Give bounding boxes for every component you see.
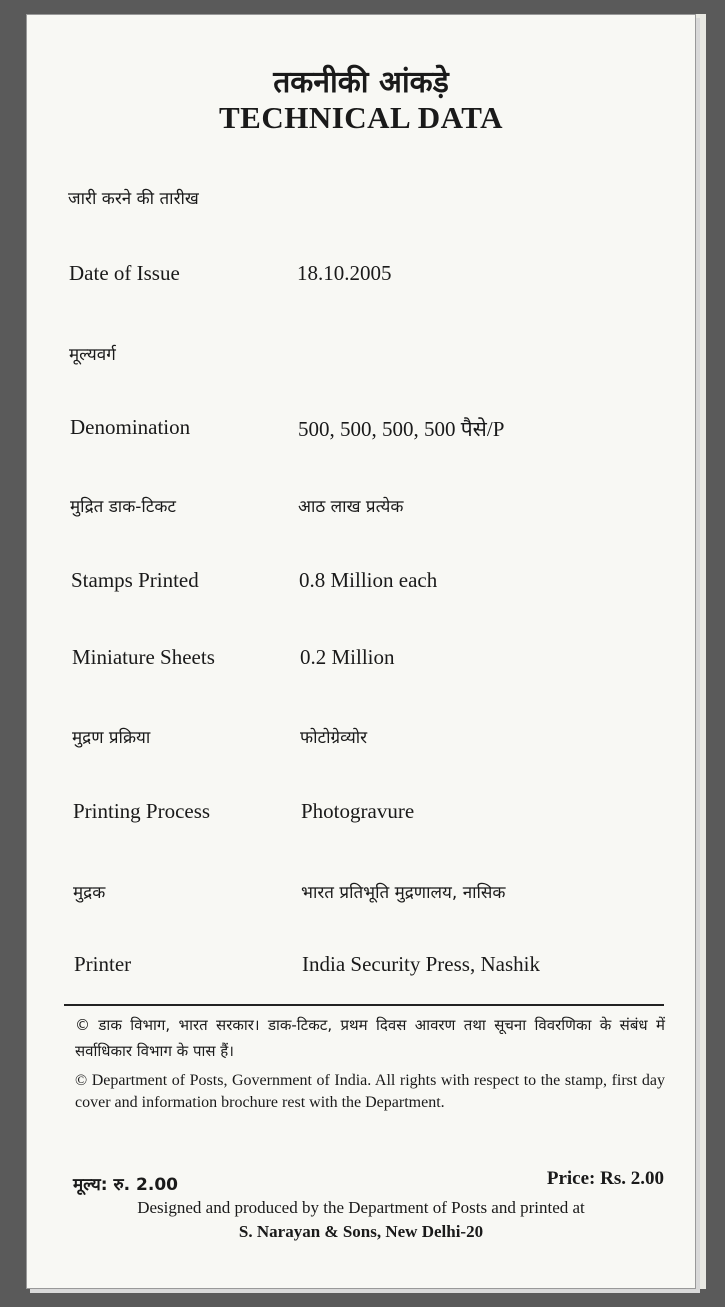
title-hindi: तकनीकी आंकड़े	[273, 65, 449, 100]
row-label: Printing Process	[73, 799, 211, 823]
row-label: मूल्यवर्ग	[69, 345, 116, 365]
row-value: 500, 500, 500, 500 पैसे/P	[298, 417, 505, 441]
row-value: 0.8 Million each	[299, 568, 438, 592]
row-label: Miniature Sheets	[72, 645, 215, 669]
row-value: India Security Press, Nashik	[302, 952, 540, 976]
row-value: 18.10.2005	[297, 261, 392, 285]
price-english: Price: Rs. 2.00	[546, 1168, 664, 1189]
paper-edge	[696, 14, 706, 1289]
row-label: Date of Issue	[69, 261, 180, 285]
price-hindi: मूल्य: रु. 2.00	[73, 1175, 178, 1195]
credit-line: Designed and produced by the Department of Posts and printed at	[137, 1198, 585, 1217]
row-label: Denomination	[70, 415, 191, 439]
title-english: TECHNICAL DATA	[218, 100, 504, 135]
row-value: भारत प्रतिभूति मुद्रणालय, नासिक	[301, 883, 506, 903]
row-label: मुद्रक	[73, 883, 106, 903]
brochure-page	[26, 14, 696, 1289]
printer-credit: S. Narayan & Sons, New Delhi-20	[238, 1222, 484, 1241]
row-value: फोटोग्रेव्योर	[300, 728, 368, 748]
row-label: मुद्रित डाक-टिकट	[70, 497, 176, 517]
copyright-english: © Department of Posts, Government of India. All rights with respect to the stamp, first day cover and information brochure rest with the Department.	[75, 1072, 665, 1111]
row-value: आठ लाख प्रत्येक	[298, 497, 404, 517]
divider	[64, 1004, 664, 1006]
row-label: मुद्रण प्रक्रिया	[72, 728, 151, 748]
row-value: 0.2 Million	[300, 645, 395, 669]
copyright-hindi: © डाक विभाग, भारत सरकार। डाक-टिकट, प्रथम दिवस आवरण तथा सूचना विवरणिका के संबंध में सर्वाधिकार विभाग के पास हैं।	[75, 1016, 665, 1060]
row-label: Printer	[74, 952, 132, 976]
row-value: Photogravure	[301, 799, 415, 823]
row-label: जारी करने की तारीख	[68, 189, 199, 209]
row-label: Stamps Printed	[71, 568, 199, 592]
